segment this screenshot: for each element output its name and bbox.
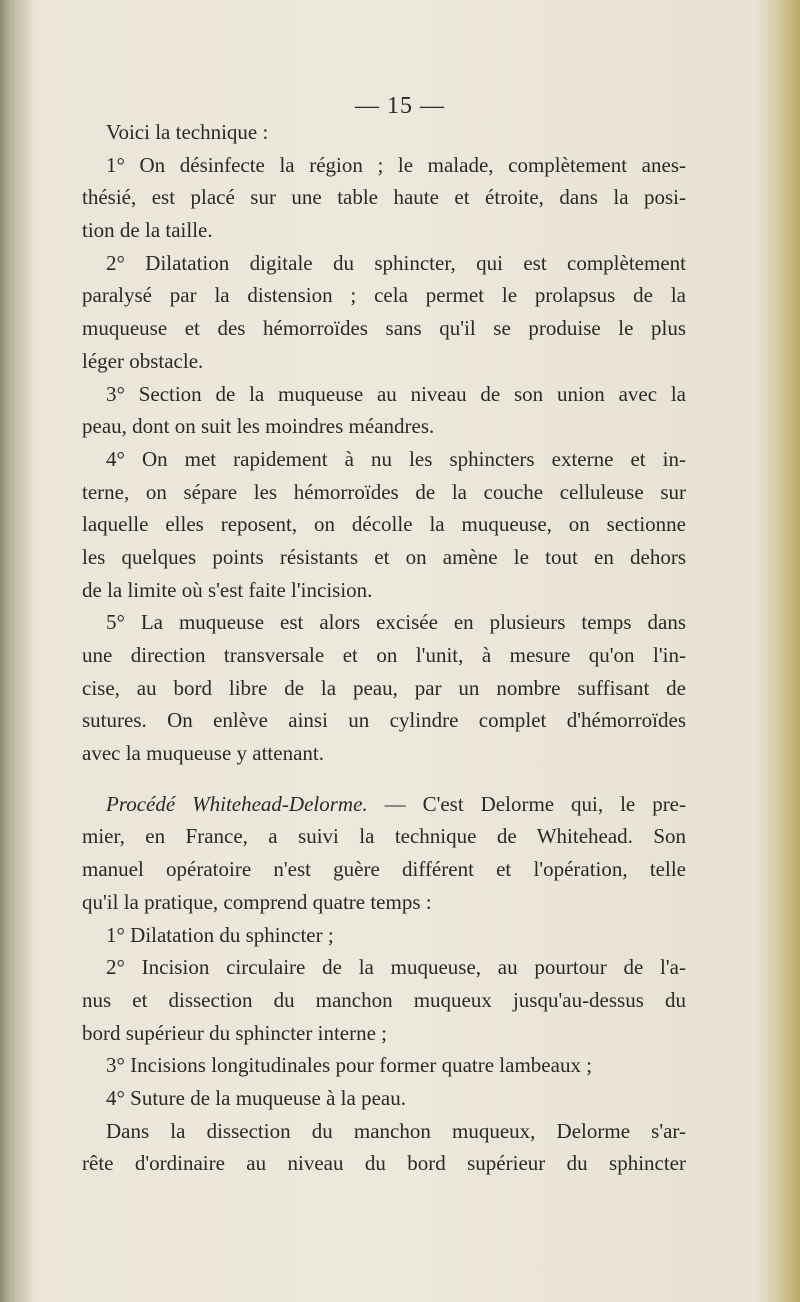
text-line: de la limite où s'est faite l'incision. xyxy=(82,577,373,602)
text-line: les quelques points résistants et on amène le tout en dehors xyxy=(82,544,686,569)
page-edge-stain xyxy=(756,0,800,1302)
text-line: 1° On désinfecte la région ; le malade, complètement anes- xyxy=(106,152,686,177)
text-line: 3° Incisions longitudinales pour former quatre lambeaux ; xyxy=(106,1053,593,1078)
text-line: muqueuse et des hémorroïdes sans qu'il se produise le plus xyxy=(82,316,686,341)
text-line: nus et dissection du manchon muqueux jusqu'au-dessus du xyxy=(82,987,686,1012)
text-line: 3° Section de la muqueuse au niveau de son union avec la xyxy=(106,381,686,406)
page-number: — 15 — xyxy=(355,93,445,119)
text-line: 4° Suture de la muqueuse à la peau. xyxy=(106,1085,406,1110)
text-line xyxy=(82,788,686,821)
text-line: peau, dont on suit les moindres méandres. xyxy=(82,414,435,439)
page-gutter-shadow xyxy=(0,0,34,1302)
text-line-continuation: — C'est Delorme qui, le pre- xyxy=(367,791,686,816)
text-line: manuel opératoire n'est guère différent et l'opération, telle xyxy=(82,857,686,882)
text-line: rête d'ordinaire au niveau du bord supérieur du sphincter xyxy=(82,1151,686,1176)
text-line: paralysé par la distension ; cela permet le prolapsus de la xyxy=(82,283,686,308)
text-line: Voici la technique : xyxy=(106,120,269,144)
body-text xyxy=(82,116,686,1180)
text-line: laquelle elles reposent, on décolle la muqueuse, on sectionne xyxy=(82,512,686,537)
text-line: terne, on sépare les hémorroïdes de la couche celluleuse sur xyxy=(82,479,686,504)
section-gap xyxy=(82,770,686,788)
text-line: sutures. On enlève ainsi un cylindre complet d'hémorroïdes xyxy=(82,708,686,733)
text-line: 2° Dilatation digitale du sphincter, qui est complètement xyxy=(106,250,686,275)
text-line: bord supérieur du sphincter interne ; xyxy=(82,1020,387,1045)
text-line: Dans la dissection du manchon muqueux, Delorme s'ar- xyxy=(106,1118,686,1143)
section-heading: Procédé Whitehead-Delorme. xyxy=(106,791,368,816)
text-line: une direction transversale et on l'unit, à mesure qu'on l'in- xyxy=(82,643,686,667)
text-line: 4° On met rapidement à nu les sphincters externe et in- xyxy=(106,446,686,471)
text-line: 2° Incision circulaire de la muqueuse, au pourtour de l'a- xyxy=(106,955,686,980)
text-line: cise, au bord libre de la peau, par un nombre suffisant de xyxy=(82,675,686,700)
text-line: thésié, est placé sur une table haute et étroite, dans la posi- xyxy=(82,185,686,210)
text-line: qu'il la pratique, comprend quatre temps : xyxy=(82,889,432,914)
text-line: 1° Dilatation du sphincter ; xyxy=(106,922,334,947)
text-line: 5° La muqueuse est alors excisée en plusieurs temps dans xyxy=(106,610,686,635)
text-line: avec la muqueuse y attenant. xyxy=(82,741,324,766)
text-line: léger obstacle. xyxy=(82,348,204,373)
text-line: tion de la taille. xyxy=(82,218,213,243)
text-line: mier, en France, a suivi la technique de Whitehead. Son xyxy=(82,824,686,849)
